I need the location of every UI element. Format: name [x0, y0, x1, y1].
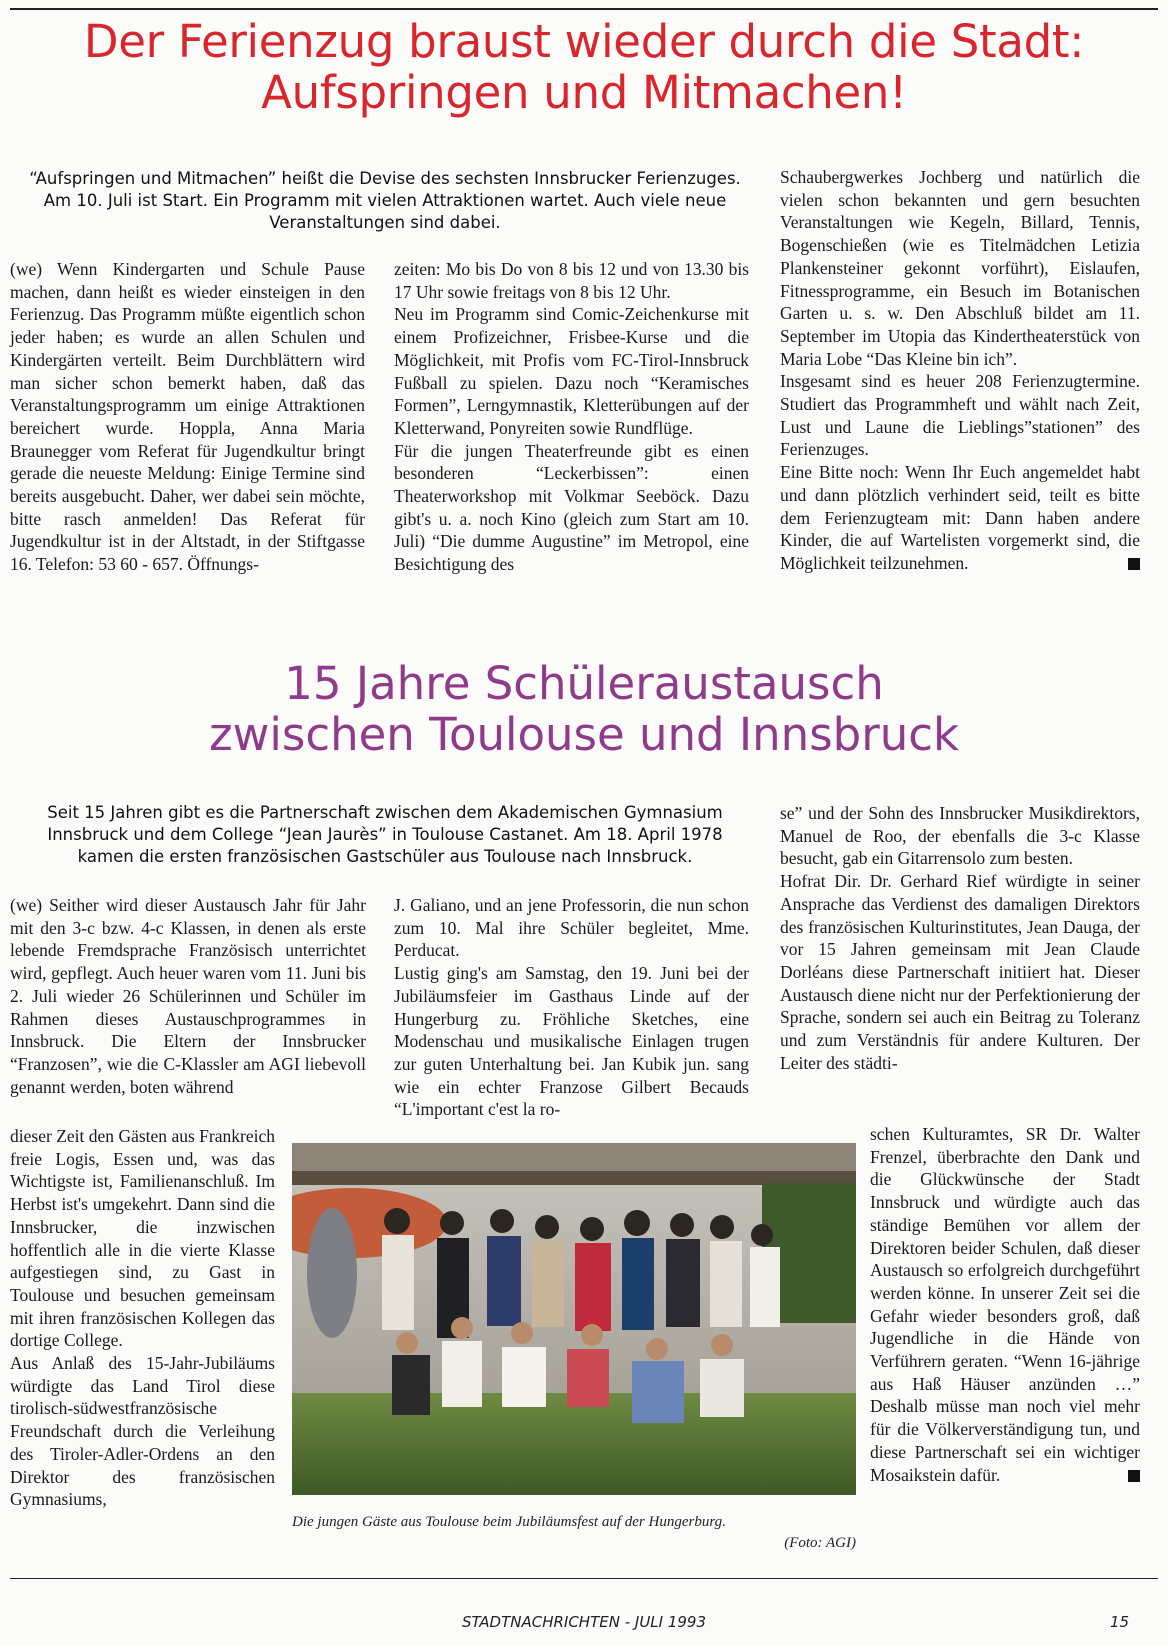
headline-line-2: Aufspringen und Mitmachen! — [261, 66, 907, 120]
paragraph: Lustig ging's am Samstag, den 19. Juni bei der Jubiläumsfeier im Gasthaus Linde auf der Hungerburg zu. Fröhliche Sketches, eine Modenschau und musikalische Einlagen trugen zur guten Unterhaltung bei. Jan Kubik jun. sang wie ein echter Franzose Gilbert Becauds “L'important c'est la ro- — [394, 963, 749, 1120]
paragraph: Neu im Programm sind Comic-Zeichenkurse mit einem Profizeichner, Frisbee-Kurse und die Möglichkeit, mit Profis vom FC-Tirol-Innsbruck Fußball zu spielen. Dazu noch “Keramisches Formen”, Lerngymnastik, Kletterübungen auf der Kletterwand, Ponyreiten sowie Rundflüge. — [394, 304, 749, 438]
paragraph-text: schen Kulturamtes, SR Dr. Walter Frenzel, überbrachte den Dank und die Glückwünsche der Stadt Innsbruck und würdigte auch das ständige Bemühen vor allem der Direktoren beider Schulen, daß dieser Austausch so erfolgreich durchgeführt werden könne. In unserer Zeit sei die Gefahr wieder besonders groß, daß Jugendliche in die Hände von Verführern geraten. “Wenn 16-jährige aus Haß Häuser anzünden …” Deshalb müsse man noch viel mehr für die Völkerverständigung tun, und diese Partnerschaft sei ein wichtiger Mosaikstein dafür. — [870, 1124, 1140, 1485]
article2-column-3-bottom — [870, 1123, 1140, 1486]
page-number: 15 — [1110, 1613, 1130, 1631]
group-photo-image — [292, 1143, 856, 1495]
paragraph: se” und der Sohn des Innsbrucker Musikdirektors, Manuel de Roo, der ebenfalls die 3-c Klasse besucht, gab ein Gitarrensolo zum besten. — [780, 803, 1140, 869]
bottom-rule — [10, 1578, 1158, 1579]
end-mark-icon — [1128, 1470, 1140, 1482]
paragraph: (we) Seither wird dieser Austausch Jahr für Jahr mit den 3-c bzw. 4-c Klassen, in denen als erste lebende Fremdsprache Französisch unterrichtet wird, gepflegt. Auch heuer waren vom 11. Juni bis 2. Juli wieder 26 Schülerinnen und Schüler im Rahmen dieses Austauschprogrammes in Innsbruck. Die Eltern der Innsbrucker “Franzosen”, wie die C-Klassler am AGI liebevoll genannt werden, boten während — [10, 895, 366, 1097]
paragraph: dieser Zeit den Gästen aus Frankreich freie Logis, Essen und, was das Wichtigste ist, Familienanschluß. Im Herbst ist's umgekehrt. Dann sind die Innsbrucker, die inzwischen hoffentlich alle in die vierte Klasse aufgestiegen sind, zu Gast in Toulouse und besuchen gemeinsam mit ihren französischen Kollegen das dortige College. — [10, 1126, 275, 1351]
footer-publication: STADTNACHRICHTEN - JULI 1993 — [461, 1613, 707, 1631]
paragraph: J. Galiano, und an jene Professorin, die nun schon zum 10. Mal ihre Schüler begleitet, Mme. Perducat. — [394, 895, 749, 961]
article1-headline — [0, 16, 1168, 119]
article1-lead: “Aufspringen und Mitmachen” heißt die Devise des sechsten Innsbrucker Ferienzuges. Am 10. Juli ist Start. Ein Programm mit vielen Attraktionen wartet. Auch viele neue Veranstaltungen sind dabei. — [29, 169, 741, 232]
paragraph: Hofrat Dir. Dr. Gerhard Rief würdigte in seiner Ansprache das Verdienst des damaligen Direktors des französischen Kulturinstitutes, Jean Dauga, der vor 15 Jahren gemeinsam mit Jean Claude Dorléans diese Partnerschaft initiiert hat. Dieser Austausch diene nicht nur der Perfektionierung der Sprache, sondern sei auch ein Beitrag zu Toleranz und zum Verständnis für andere Kulturen. Der Leiter des städti- — [780, 871, 1140, 1073]
caption-text: Die jungen Gäste aus Toulouse beim Jubiläumsfest auf der Hungerburg. — [292, 1514, 726, 1530]
article2-column-3-top — [780, 802, 1140, 1074]
article2-column-1-bottom — [10, 1125, 275, 1511]
paragraph: zeiten: Mo bis Do von 8 bis 12 und von 13.30 bis 17 Uhr sowie freitags von 8 bis 12 Uhr. — [394, 259, 749, 302]
article1-column-2 — [394, 258, 749, 576]
paragraph: Schaubergwerkes Jochberg und natürlich die vielen schon bekannten und gern besuchten Veranstaltungen wie Kegeln, Billard, Tennis, Bogenschießen (wie es Titelmädchen Letizia Plankensteiner gekonnt vorführt), Eislaufen, Fitnessprogramme, ein Besuch im Botanischen Garten u. s. w. Den Abschluß bildet am 11. September im Utopia das Kindertheaterstück von Maria Lobe “Das Kleine bin ich”. — [780, 167, 1140, 369]
paragraph: (we) Wenn Kindergarten und Schule Pause machen, dann heißt es wieder einsteigen in den Ferienzug. Das Programm müßte eigentlich schon jeder haben; es wurde an allen Schulen und Kindergärten verteilt. Beim Durchblättern wird man sicher schon bemerkt haben, daß das Veranstaltungsprogramm um einige Attraktionen bereichert wurde. Hoppla, Anna Maria Braunegger vom Referat für Jugendkultur bringt gerade die neueste Meldung: Einige Termine sind bereits ausgebucht. Daher, wer dabei sein möchte, bitte rasch anmelden! Das Referat für Jugendkultur ist in der Altstadt, in der Stiftgasse 16. Telefon: 53 60 - 657. Öffnungs- — [10, 259, 365, 575]
article2-column-1-top — [10, 894, 366, 1098]
photo-credit: (Foto: AGI) — [784, 1535, 856, 1551]
paragraph — [780, 461, 1140, 575]
headline-line-1: Der Ferienzug braust wieder durch die Stadt: — [83, 15, 1085, 68]
article1-column-3 — [780, 166, 1140, 575]
headline-line-2: zwischen Toulouse und Innsbruck — [208, 708, 960, 762]
paragraph-text: Eine Bitte noch: Wenn Ihr Euch angemeldet habt und dann plötzlich verhindert seid, teilt es bitte dem Ferienzugteam mit: Dann haben andere Kinder, die auf Wartelisten vorgemerkt sind, die Möglichkeit teilzunehmen. — [780, 462, 1140, 573]
article2-column-2 — [394, 894, 749, 1121]
paragraph: Aus Anlaß des 15-Jahr-Jubiläums würdigte das Land Tirol diese tirolisch-südwestfranzösische Freundschaft durch die Verleihung des Tiroler-Adler-Ordens an den Direktor des französischen Gymnasiums, — [10, 1353, 275, 1510]
paragraph: Insgesamt sind es heuer 208 Ferienzugtermine. Studiert das Programmheft und wählt nach Zeit, Lust und Laune die Lieblings”stationen” des Ferienzuges. — [780, 371, 1140, 460]
paragraph: Für die jungen Theaterfreunde gibt es einen besonderen “Leckerbissen”: einen Theaterworkshop mit Volkmar Seeböck. Dazu gibt's u. a. noch Kino (gleich zum Start am 10. Juli) “Die dumme Augustine” im Metropol, eine Besichtigung des — [394, 440, 749, 575]
top-rule — [10, 8, 1158, 10]
paragraph — [870, 1123, 1140, 1486]
article2-lead: Seit 15 Jahren gibt es die Partnerschaft zwischen dem Akademischen Gymnasium Innsbruck und dem College “Jean Jaurès” in Toulouse Castanet. Am 18. April 1978 kamen die ersten französischen Gastschüler aus Toulouse nach Innsbruck. — [47, 803, 723, 866]
article2-headline — [0, 658, 1168, 761]
article1-column-1 — [10, 258, 365, 576]
group-photo — [292, 1143, 856, 1495]
end-mark-icon — [1128, 558, 1140, 570]
headline-line-1: 15 Jahre Schüleraustausch — [284, 657, 884, 710]
photo-caption — [292, 1512, 856, 1554]
